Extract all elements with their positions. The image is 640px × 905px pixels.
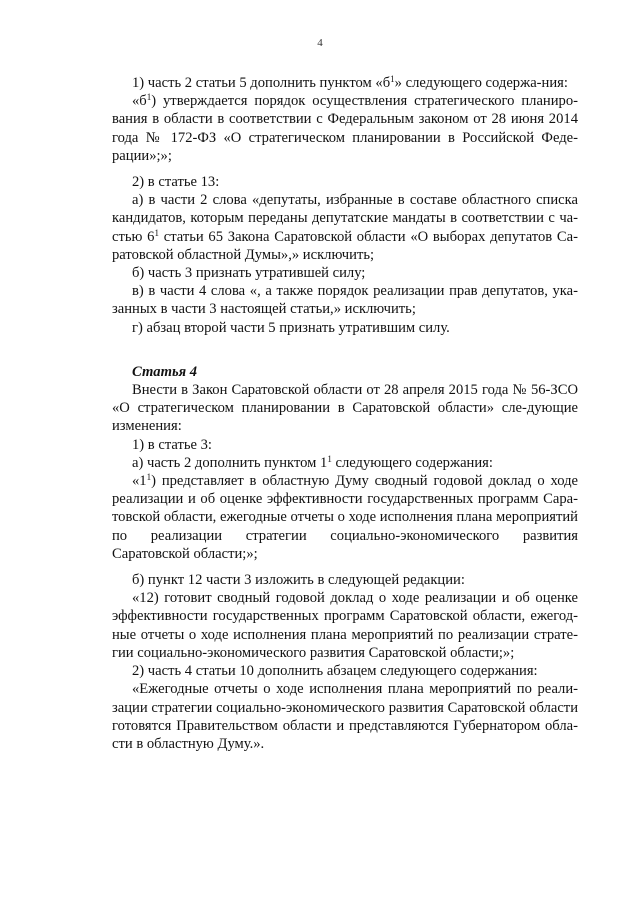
amendment-paragraph: 1) часть 2 статьи 5 дополнить пунктом «$б^1$» следующего содержа-ния: — [132, 74, 568, 91]
amendment-paragraph: г) абзац второй части 5 признать утратившим силу. — [132, 319, 450, 336]
amendment-paragraph: б) пункт 12 части 3 изложить в следующей редакции: — [132, 572, 465, 589]
quoted-insertion: «$б^1$) утверждается порядок осуществления стратегического планиро-вания в области в соответствии с Федеральным законом от 28 июня 2014 года № 172-ФЗ «О стратегическом планировании в Российской Феде-рации»;»; — [112, 92, 578, 164]
amendment-paragraph: б) часть 3 признать утратившей силу; — [132, 265, 366, 282]
amendment-paragraph: 1) в статье 3: — [132, 436, 212, 453]
amendment-paragraph: 2) в статье 13: — [132, 174, 220, 191]
article-intro: Внести в Закон Саратовской области от 28 апреля 2015 года № 56-ЗСО «О стратегическом планировании в Саратовской области» сле-дующие изменения: — [112, 382, 578, 435]
amendment-paragraph: в) в части 4 слова «, а также порядок реализации прав депутатов, ука-занных в части 3 настоящей статьи,» исключить; — [112, 283, 578, 318]
quoted-insertion: «12) готовит сводный годовой доклад о ходе реализации и об оценке эффективности государственных программ Саратовской области, ежегод-ные отчеты о ходе исполнения плана мероприятий по реализации страте-гии социально-экономического развития Саратовской области;»; — [112, 590, 578, 661]
quoted-insertion: «Ежегодные отчеты о ходе исполнения плана мероприятий по реали-зации стратегии социально-экономического развития Саратовской области готовятся Правительством области и представляются Губернатором обла-сти в областную Думу.». — [112, 681, 578, 752]
amendment-paragraph: 2) часть 4 статьи 10 дополнить абзацем следующего содержания: — [132, 663, 538, 680]
page-number: 4 — [317, 37, 323, 49]
quoted-insertion: «$1^1$) представляет в областную Думу сводный годовой доклад о ходе реализации и об оценке эффективности государственных программ Сара-товской области, ежегодные отчеты о ходе исполнения плана мероприятий по реализации стратегии социально-экономического развития Саратовской области;»; — [112, 472, 578, 562]
article-heading: Статья 4 — [132, 363, 198, 380]
amendment-paragraph: а) часть 2 дополнить пунктом $1^1$ следующего содержания: — [132, 453, 493, 471]
document-body — [112, 74, 578, 753]
amendment-paragraph: а) в части 2 слова «депутаты, избранные в составе областного списка кандидатов, которым переданы депутатские мандаты в соответствии с ча-стью $6^1$ статьи 65 Закона Саратовской области «О выборах депутатов Са-ратовской областной Думы»,» исключить; — [112, 192, 578, 263]
